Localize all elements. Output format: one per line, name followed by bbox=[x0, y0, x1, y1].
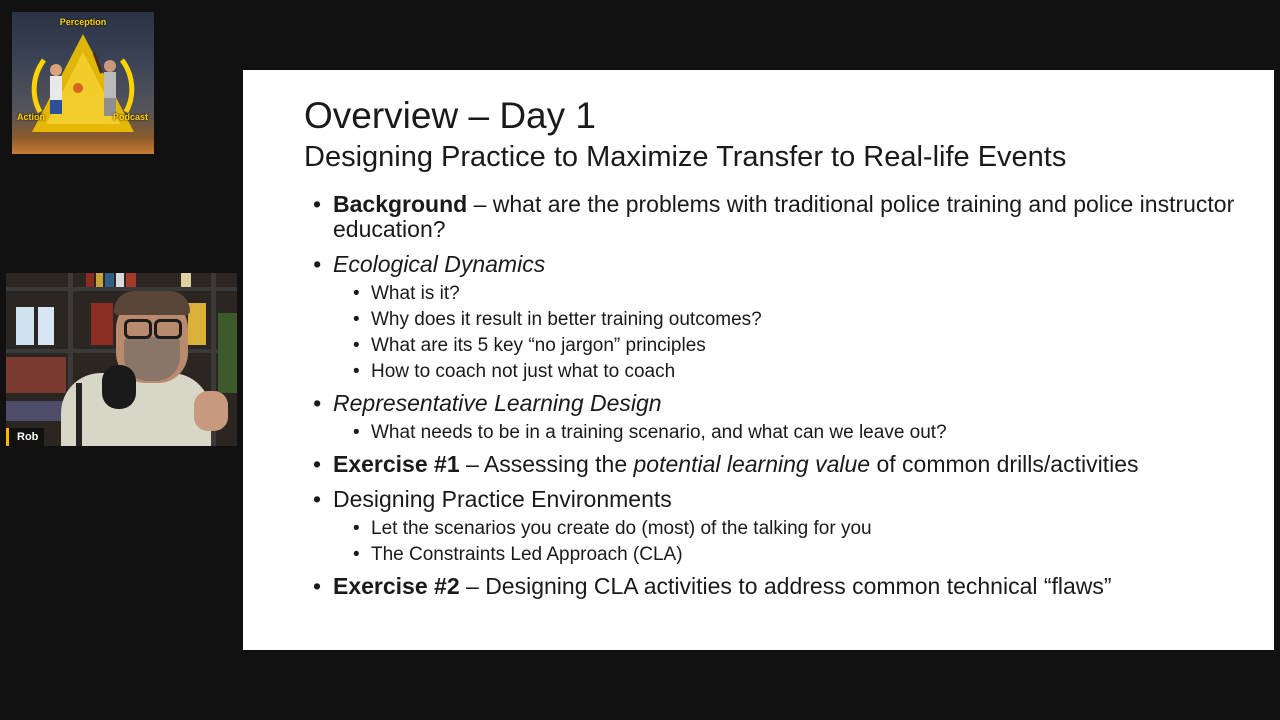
bullet-exercise-1 bbox=[313, 452, 1263, 477]
exercise-1-text-a: – Assessing the bbox=[459, 451, 634, 477]
book bbox=[181, 273, 191, 287]
person-shirt bbox=[61, 373, 211, 446]
slide-subtitle: Designing Practice to Maximize Transfer to Real-life Events bbox=[304, 141, 1067, 173]
book bbox=[38, 307, 54, 345]
book bbox=[16, 307, 34, 345]
presentation-slide bbox=[243, 70, 1274, 650]
person-hand bbox=[194, 391, 228, 431]
sub-bullet: • What needs to be in a training scenario, and what can we leave out? bbox=[313, 420, 1263, 446]
slide-bullet-list bbox=[313, 192, 1263, 609]
exercise-1-italic: potential learning value bbox=[633, 451, 871, 477]
sub-bullet: • Why does it result in better training outcomes? bbox=[313, 307, 1263, 333]
exercise-2-label: Exercise #2 bbox=[333, 573, 460, 599]
designing-sub-list bbox=[313, 516, 1263, 568]
sub-bullet: • What are its 5 key “no jargon” principles bbox=[313, 333, 1263, 359]
book bbox=[116, 273, 124, 287]
logo-text-action: Action bbox=[17, 112, 45, 122]
glasses-left bbox=[124, 319, 152, 339]
glasses-right bbox=[154, 319, 182, 339]
bullet-ecological-dynamics: • Ecological Dynamics bbox=[313, 252, 1263, 277]
exercise-1-label: Exercise #1 bbox=[333, 451, 460, 477]
logo-text-perception: Perception bbox=[59, 17, 107, 27]
ecological-sub-list bbox=[313, 281, 1263, 385]
bullet-designing-practice: • Designing Practice Environments bbox=[313, 487, 1263, 512]
podcast-logo bbox=[12, 12, 154, 154]
book bbox=[126, 273, 136, 287]
bullet-background-label: Background bbox=[333, 191, 468, 217]
slide-title: Overview – Day 1 bbox=[304, 95, 596, 136]
person-hair bbox=[114, 291, 190, 315]
book-row bbox=[6, 401, 66, 421]
participant-video-tile[interactable] bbox=[6, 273, 237, 446]
exercise-2-text: – Designing CLA activities to address common technical “flaws” bbox=[459, 573, 1112, 599]
sub-bullet: • Let the scenarios you create do (most) of the talking for you bbox=[313, 516, 1263, 542]
bullet-exercise-2 bbox=[313, 574, 1263, 599]
bullet-background-text: – what are the problems with traditional police training and police instructor education? bbox=[333, 191, 1235, 242]
book bbox=[96, 273, 103, 287]
sub-bullet: • How to coach not just what to coach bbox=[313, 359, 1263, 385]
exercise-1-text-b: of common drills/activities bbox=[870, 451, 1139, 477]
logo-text-podcast: Podcast bbox=[112, 112, 148, 122]
book bbox=[105, 273, 114, 287]
participant-name-tag: Rob bbox=[6, 428, 44, 446]
book bbox=[86, 273, 94, 287]
rld-sub-list bbox=[313, 420, 1263, 446]
mic-arm bbox=[76, 383, 82, 446]
sub-bullet: • What is it? bbox=[313, 281, 1263, 307]
logo-artwork bbox=[12, 12, 154, 154]
bullet-background bbox=[313, 192, 1263, 242]
book-row bbox=[6, 357, 66, 393]
book bbox=[91, 303, 113, 345]
bullet-representative-learning-design: • Representative Learning Design bbox=[313, 391, 1263, 416]
plant bbox=[218, 313, 237, 393]
microphone bbox=[102, 365, 136, 409]
book bbox=[188, 303, 206, 345]
bookshelf bbox=[6, 287, 237, 291]
sub-bullet: • The Constraints Led Approach (CLA) bbox=[313, 542, 1263, 568]
